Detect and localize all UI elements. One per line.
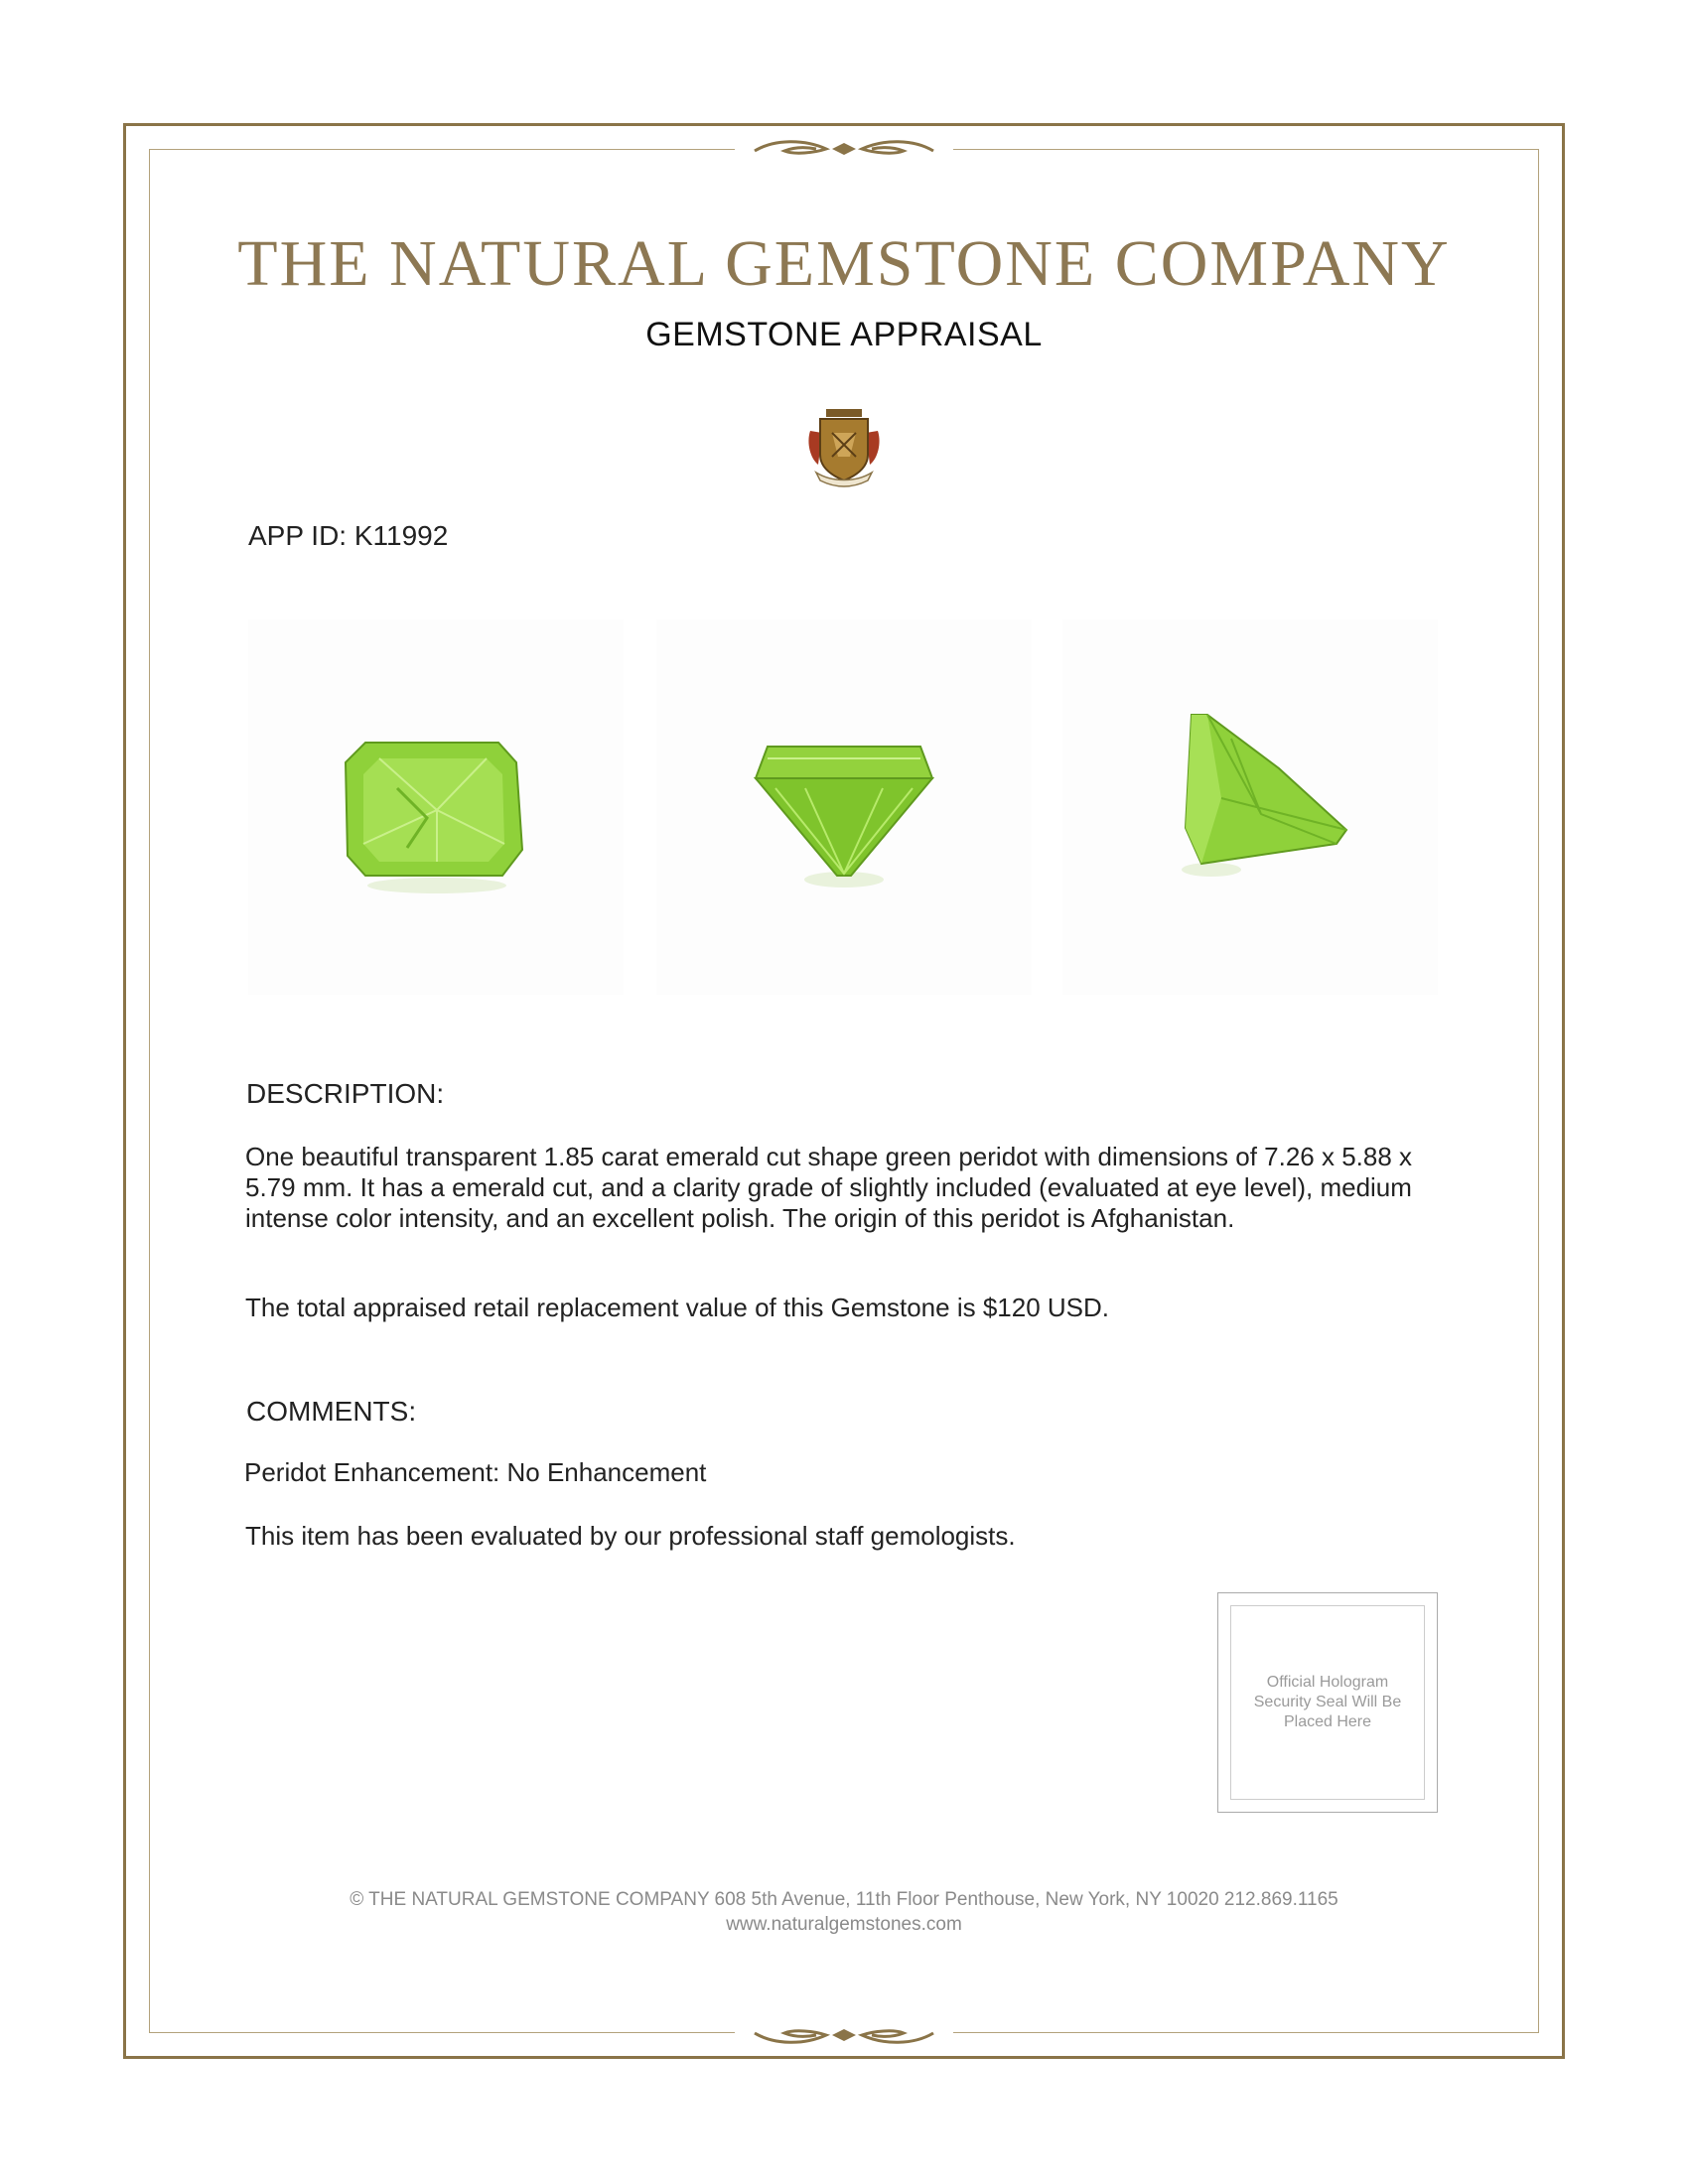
hologram-seal-inner-box <box>1230 1605 1425 1800</box>
description-text: One beautiful transparent 1.85 carat emerald cut shape green peridot with dimensions of 7.26 x 5.88 x 5.79 mm. It has a emerald cut, and a clarity grade of slightly included (evaluated at eye level), medium intense color intensity, and an excellent polish. The origin of this peridot is Afghanistan. <box>245 1142 1413 1233</box>
evaluation-text: This item has been evaluated by our professional staff gemologists. <box>245 1521 1016 1551</box>
app-id: APP ID: K11992 <box>248 520 449 551</box>
hologram-seal-text: Official Hologram Security Seal Will Be Placed Here <box>1253 1674 1402 1730</box>
hologram-seal-placeholder <box>1217 1592 1438 1813</box>
top-ornament-icon <box>735 129 953 169</box>
bottom-ornament-icon <box>735 2015 953 2055</box>
crest-emblem-icon <box>802 403 886 492</box>
document-subtitle: GEMSTONE APPRAISAL <box>645 316 1043 353</box>
comments-heading: COMMENTS: <box>246 1396 417 1427</box>
gem-image-top-view <box>248 619 624 995</box>
footer-website[interactable]: www.naturalgemstones.com <box>726 1914 962 1935</box>
company-title: THE NATURAL GEMSTONE COMPANY <box>237 227 1451 300</box>
gem-image-side-view <box>656 619 1032 995</box>
emerald-cut-gem-top-view-icon <box>248 619 624 995</box>
emerald-cut-gem-angled-view-icon <box>1062 619 1438 995</box>
appraised-value-text: The total appraised retail replacement value of this Gemstone is $120 USD. <box>245 1293 1110 1322</box>
enhancement-text: Peridot Enhancement: No Enhancement <box>244 1457 707 1487</box>
emerald-cut-gem-side-view-icon <box>656 619 1032 995</box>
gem-image-angled-view <box>1062 619 1438 995</box>
description-heading: DESCRIPTION: <box>246 1078 445 1109</box>
footer-address: © THE NATURAL GEMSTONE COMPANY 608 5th Avenue, 11th Floor Penthouse, New York, NY 10020 212.869.1165 <box>350 1889 1338 1910</box>
